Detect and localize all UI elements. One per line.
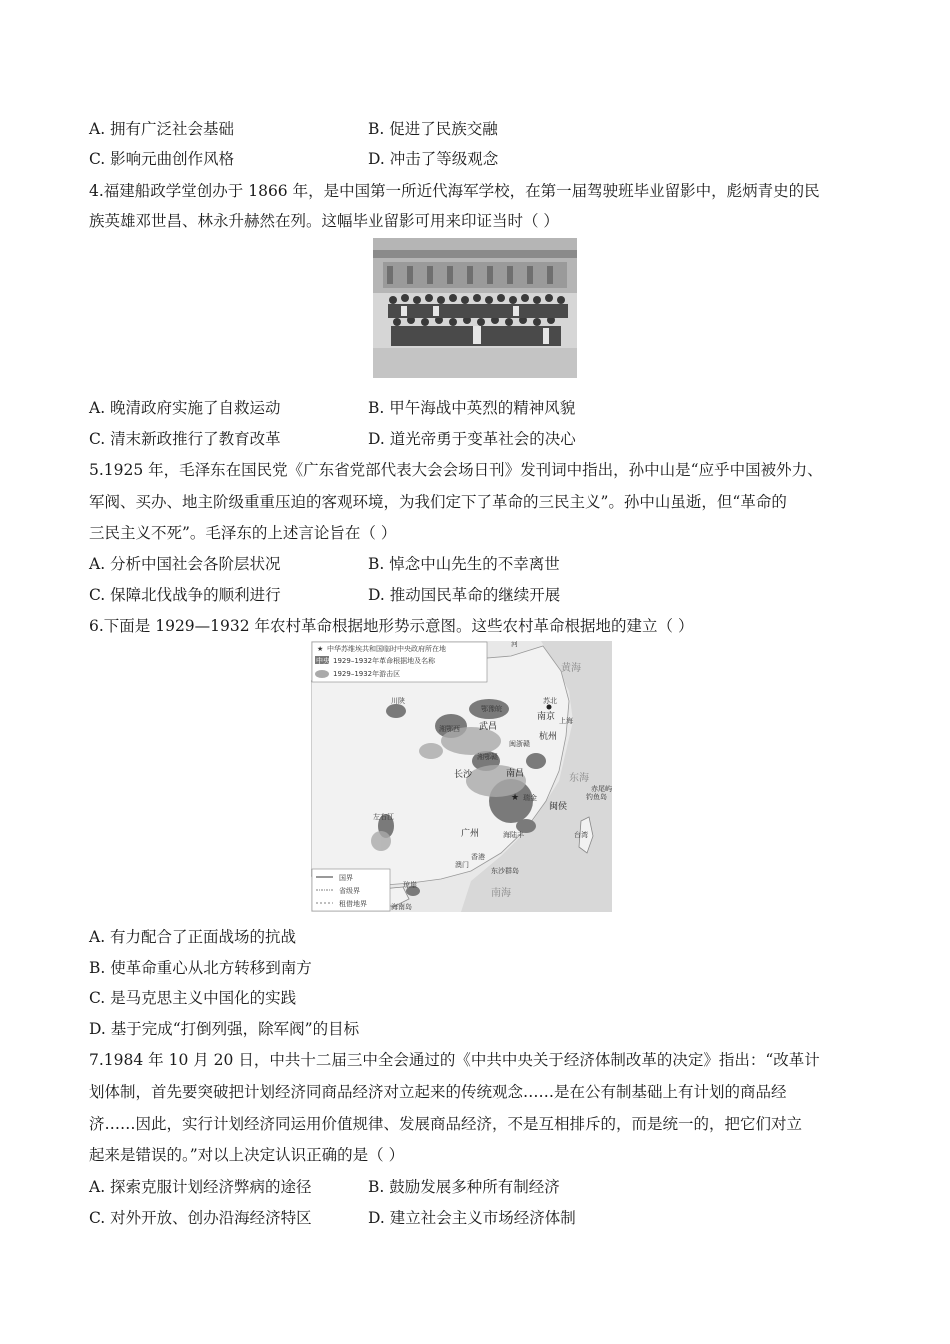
q5-stem-line2: 军阀、买办、地主阶级重重压迫的客观环境，为我们定下了革命的三民主义”。孙中山虽逝，但“革命的 xyxy=(89,493,787,511)
q7-stem-line4: 起来是错误的。”对以上决定认识正确的是（ ） xyxy=(89,1146,405,1164)
svg-text:闽浙赣: 闽浙赣 xyxy=(509,740,530,748)
svg-text:★: ★ xyxy=(511,793,520,803)
svg-text:武昌: 武昌 xyxy=(479,722,498,732)
svg-text:川陕: 川陕 xyxy=(391,697,405,705)
svg-text:湘鄂赣: 湘鄂赣 xyxy=(477,753,498,761)
svg-text:长沙: 长沙 xyxy=(454,770,473,780)
q7-option-b: B. 鼓励发展多种所有制经济 xyxy=(368,1178,560,1196)
q5-option-d: D. 推动国民革命的继续开展 xyxy=(368,586,561,604)
svg-text:南海: 南海 xyxy=(491,888,511,899)
svg-text:黄海: 黄海 xyxy=(561,663,581,674)
svg-text:钓鱼岛: 钓鱼岛 xyxy=(586,793,607,801)
svg-text:南京: 南京 xyxy=(537,712,556,722)
q4-stem-line1: 4.福建船政学堂创办于 1866 年，是中国第一所近代海军学校，在第一届驾驶班毕业留影中，彪炳青史的民 xyxy=(89,182,820,200)
svg-text:赤尾屿: 赤尾屿 xyxy=(591,785,612,793)
svg-text:1929–1932年游击区: 1929–1932年游击区 xyxy=(333,670,401,678)
svg-text:东沙群岛: 东沙群岛 xyxy=(491,867,519,875)
q6-option-d: D. 基于完成“打倒列强，除军阀”的目标 xyxy=(89,1020,360,1038)
q7-stem-line2: 划体制，首先要突破把计划经济同商品经济对立起来的传统观念……是在公有制基础上有计划的商品经 xyxy=(89,1083,787,1101)
svg-text:省级界: 省级界 xyxy=(339,887,360,895)
q5-stem-line3: 三民主义不死”。毛泽东的上述言论旨在（ ） xyxy=(89,524,397,542)
svg-text:上海: 上海 xyxy=(559,717,573,725)
svg-text:琼崖: 琼崖 xyxy=(403,881,417,889)
svg-text:1929–1932年革命根据地及名称: 1929–1932年革命根据地及名称 xyxy=(333,657,436,665)
graduation-photo-image xyxy=(373,238,577,378)
svg-text:澳门: 澳门 xyxy=(455,861,469,869)
q4-option-d: D. 道光帝勇于变革社会的决心 xyxy=(368,430,576,448)
graduation-photo xyxy=(373,238,577,378)
q6-option-c: C. 是马克思主义中国化的实践 xyxy=(89,989,297,1007)
svg-text:东海: 东海 xyxy=(569,773,589,784)
svg-text:海陆丰: 海陆丰 xyxy=(503,831,524,839)
svg-text:湘鄂西: 湘鄂西 xyxy=(439,725,460,733)
q3-option-d: D. 冲击了等级观念 xyxy=(368,150,499,168)
q4-option-a: A. 晚清政府实施了自救运动 xyxy=(89,399,281,417)
svg-text:左右江: 左右江 xyxy=(373,813,394,821)
revolutionary-base-map xyxy=(311,641,612,912)
q7-option-c: C. 对外开放、创办沿海经济特区 xyxy=(89,1209,312,1227)
svg-text:杭州: 杭州 xyxy=(539,732,558,742)
svg-text:中华苏维埃共和国临时中央政府所在地: 中华苏维埃共和国临时中央政府所在地 xyxy=(327,645,446,653)
q4-stem-line2: 族英雄邓世昌、林永升赫然在列。这幅毕业留影可用来印证当时（ ） xyxy=(89,212,559,230)
q5-option-c: C. 保障北伐战争的顺利进行 xyxy=(89,586,281,604)
q5-option-b: B. 悼念中山先生的不幸离世 xyxy=(368,555,560,573)
q6-option-a: A. 有力配合了正面战场的抗战 xyxy=(89,928,297,946)
svg-text:南昌: 南昌 xyxy=(506,769,525,779)
svg-text:租借地界: 租借地界 xyxy=(339,900,367,908)
svg-text:国界: 国界 xyxy=(339,874,353,882)
q6-option-b: B. 使革命重心从北方转移到南方 xyxy=(89,959,312,977)
svg-text:香港: 香港 xyxy=(471,853,485,861)
q7-stem-line3: 济……因此，实行计划经济同运用价值规律、发展商品经济，不是互相排斥的，而是统一的，把它们对立 xyxy=(89,1115,803,1133)
svg-text:鄂豫皖: 鄂豫皖 xyxy=(481,705,502,713)
svg-text:中央: 中央 xyxy=(316,657,330,665)
svg-text:河: 河 xyxy=(511,641,518,648)
svg-text:闽侯: 闽侯 xyxy=(549,802,568,812)
svg-text:瑞金: 瑞金 xyxy=(523,794,537,802)
svg-text:海南岛: 海南岛 xyxy=(391,903,412,911)
map-figure xyxy=(311,641,612,912)
svg-text:苏北: 苏北 xyxy=(543,697,557,705)
q7-option-a: A. 探索克服计划经济弊病的途径 xyxy=(89,1178,312,1196)
q3-option-b: B. 促进了民族交融 xyxy=(368,120,498,138)
q7-option-d: D. 建立社会主义市场经济体制 xyxy=(368,1209,576,1227)
q5-option-a: A. 分析中国社会各阶层状况 xyxy=(89,555,281,573)
svg-text:★: ★ xyxy=(317,645,324,653)
svg-text:台湾: 台湾 xyxy=(574,831,588,839)
q3-option-a: A. 拥有广泛社会基础 xyxy=(89,120,235,138)
svg-text:广州: 广州 xyxy=(461,829,480,839)
q6-stem: 6.下面是 1929—1932 年农村革命根据地形势示意图。这些农村革命根据地的建立（ ） xyxy=(89,617,694,635)
q3-option-c: C. 影响元曲创作风格 xyxy=(89,150,235,168)
q5-stem-line1: 5.1925 年，毛泽东在国民党《广东省党部代表大会会场日刊》发刊词中指出，孙中山是“应乎中国被外力、 xyxy=(89,461,823,479)
q4-option-b: B. 甲午海战中英烈的精神风貌 xyxy=(368,399,576,417)
q7-stem-line1: 7.1984 年 10 月 20 日，中共十二届三中全会通过的《中共中央关于经济体制改革的决定》指出：“改革计 xyxy=(89,1051,820,1069)
q4-option-c: C. 清末新政推行了教育改革 xyxy=(89,430,281,448)
